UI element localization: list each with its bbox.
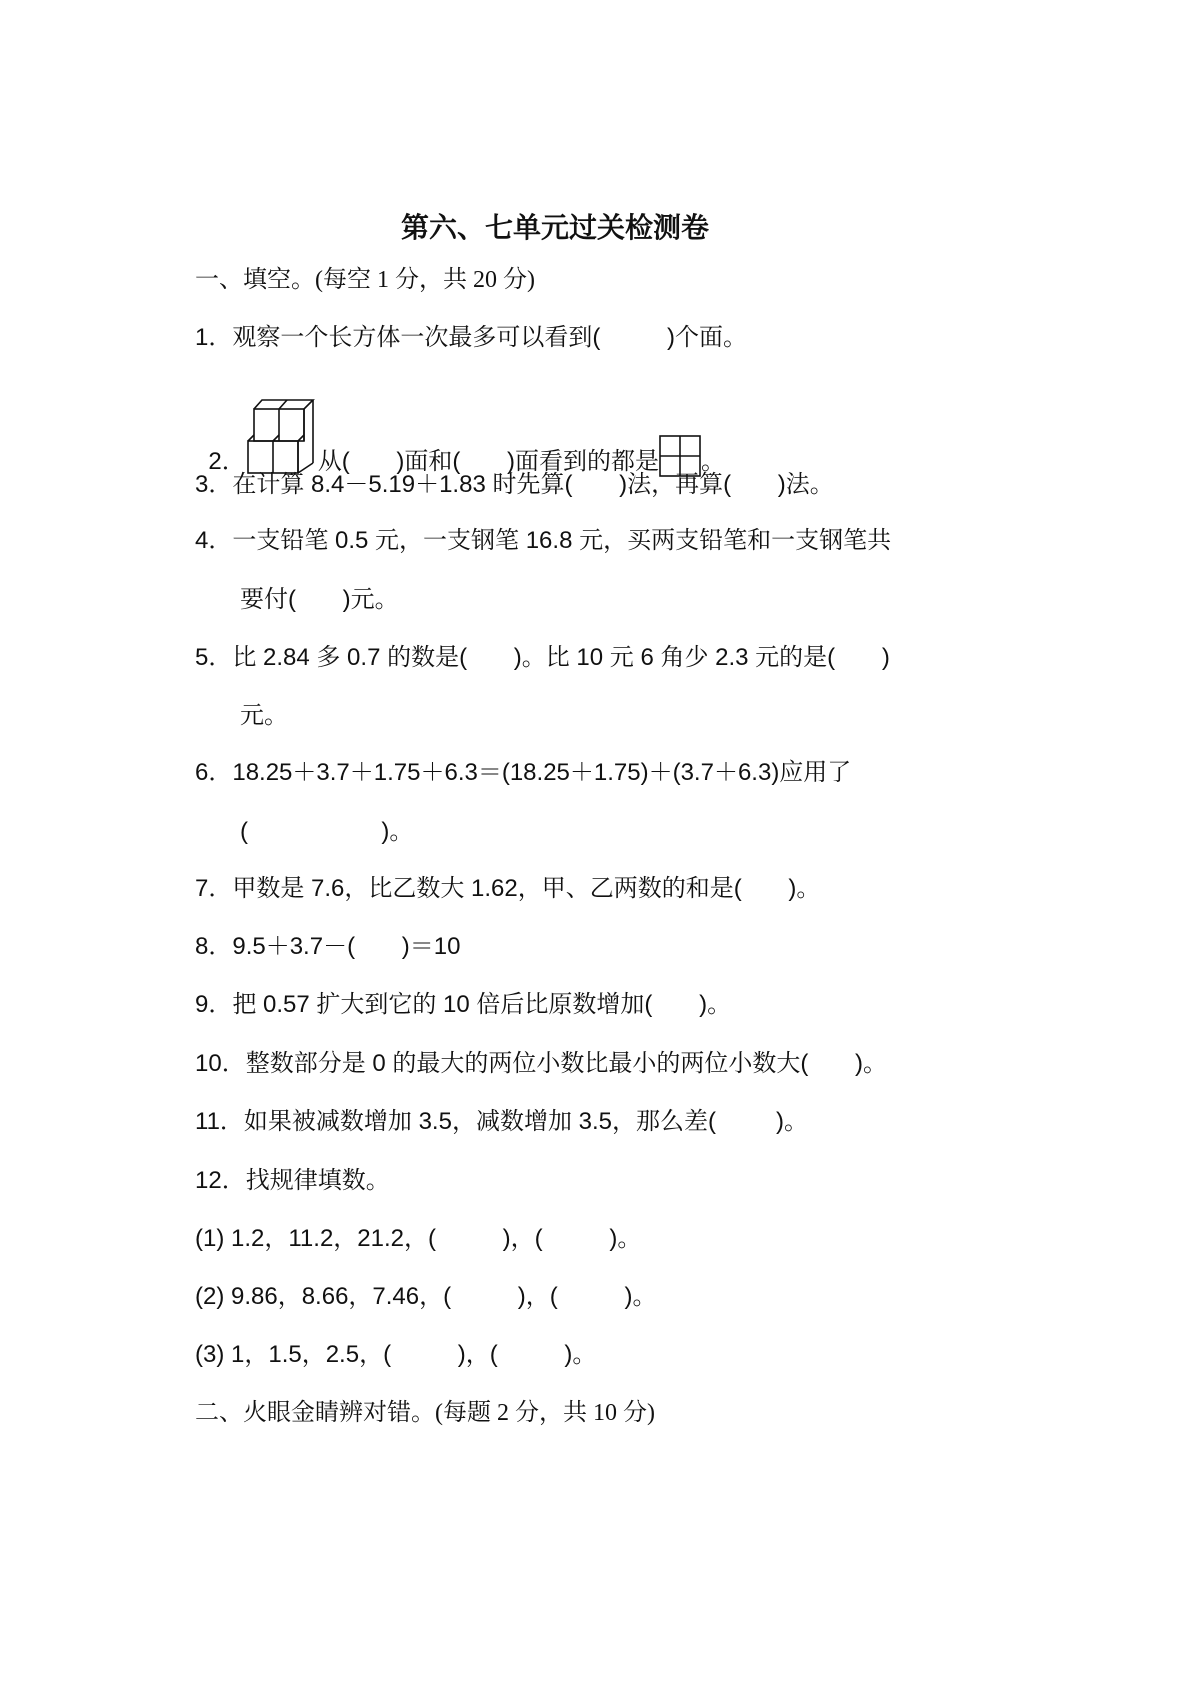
question-9: 9．把 0.57 扩大到它的 10 倍后比原数增加( )。 xyxy=(195,991,732,1018)
page-title: 第六、七单元过关检测卷 xyxy=(400,211,709,244)
question-4-cont: 要付( )元。 xyxy=(240,586,399,613)
question-12-2: (2) 9.86，8.66，7.46，( )，( )。 xyxy=(195,1283,657,1310)
question-5-cont: 元。 xyxy=(240,702,288,729)
question-12-1: (1) 1.2，11.2，21.2，( )，( )。 xyxy=(195,1225,642,1252)
question-2 xyxy=(195,367,725,477)
question-number: 2． xyxy=(208,448,246,475)
question-6: 6．18.25＋3.7＋1.75＋6.3＝(18.25＋1.75)＋(3.7＋6.3)应用了 xyxy=(195,759,852,786)
question-10: 10．整数部分是 0 的最大的两位小数比最小的两位小数大( )。 xyxy=(195,1050,888,1077)
question-8: 8．9.5＋3.7－( )＝10 xyxy=(195,933,461,960)
question-12-3: (3) 1，1.5，2.5，( )，( )。 xyxy=(195,1341,597,1368)
question-4: 4．一支铅笔 0.5 元，一支钢笔 16.8 元，买两支铅笔和一支钢笔共 xyxy=(195,527,892,554)
question-7: 7．甲数是 7.6，比乙数大 1.62，甲、乙两数的和是( )。 xyxy=(195,875,821,902)
section-heading-fill-blank: 一、填空。(每空 1 分，共 20 分) xyxy=(195,267,535,293)
question-1: 1．观察一个长方体一次最多可以看到( )个面。 xyxy=(195,324,748,351)
cube-stack-figure xyxy=(246,397,318,477)
question-2-text: 从( )面和( )面看到的都是 xyxy=(317,448,660,475)
question-2-end: 。 xyxy=(701,448,726,475)
question-11: 11．如果被减数增加 3.5，减数增加 3.5，那么差( )。 xyxy=(195,1108,808,1135)
question-3: 3．在计算 8.4－5.19＋1.83 时先算( )法，再算( )法。 xyxy=(195,471,834,498)
question-6-cont: ( )。 xyxy=(240,818,414,845)
question-5: 5．比 2.84 多 0.7 的数是( )。比 10 元 6 角少 2.3 元的是( ) xyxy=(195,644,890,671)
question-12: 12．找规律填数。 xyxy=(195,1167,390,1194)
section-heading-true-false: 二、火眼金睛辨对错。(每题 2 分，共 10 分) xyxy=(195,1400,655,1426)
